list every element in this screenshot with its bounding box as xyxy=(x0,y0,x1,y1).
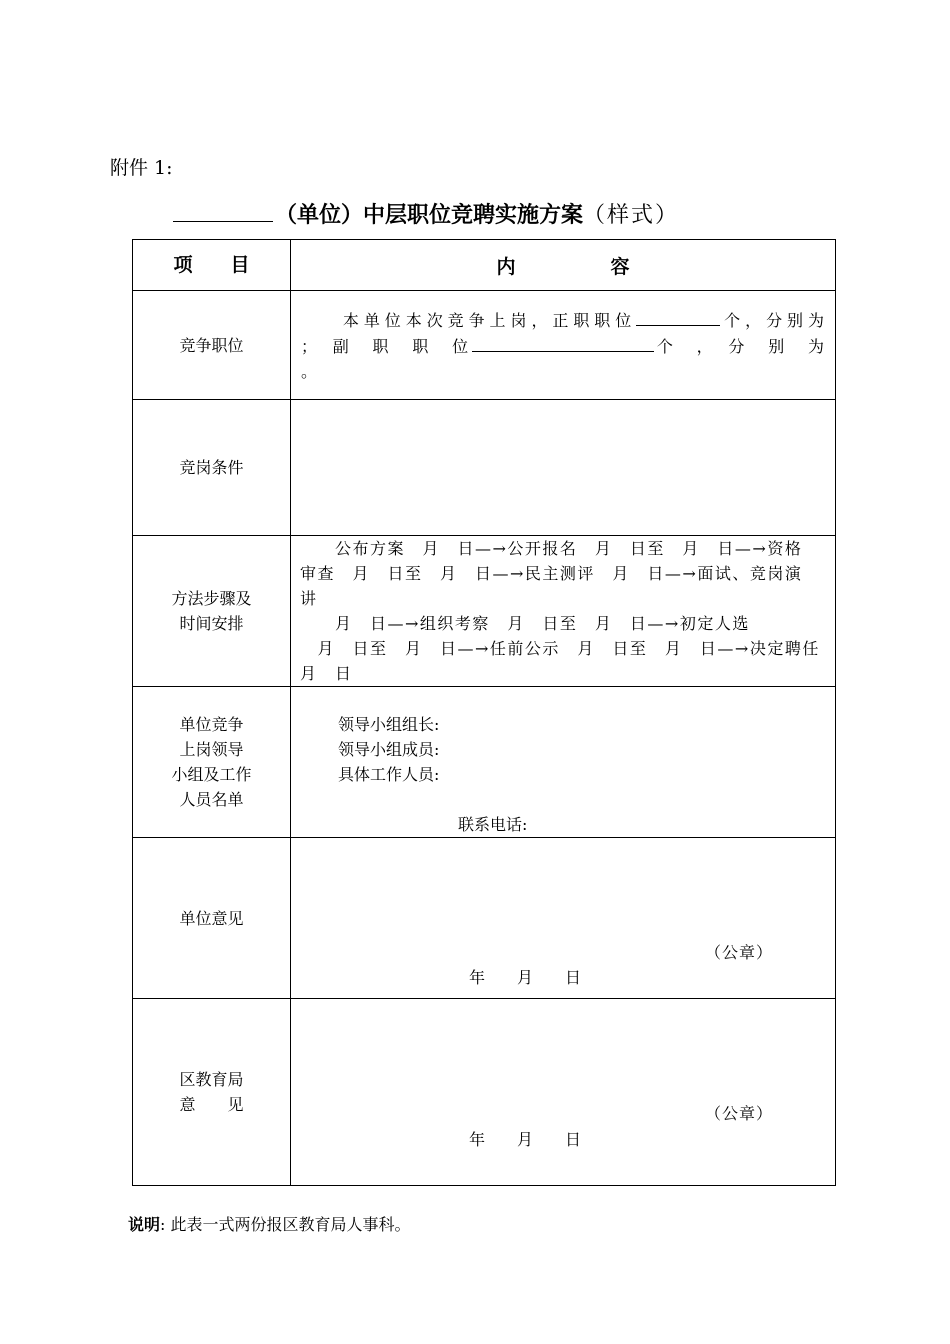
positions-line-3: 。 xyxy=(301,361,318,381)
label-positions: 竞争职位 xyxy=(133,291,291,400)
label-conditions: 竞岗条件 xyxy=(133,400,291,536)
label-bureau-line-1: 区教育局 xyxy=(179,1070,244,1089)
row-positions xyxy=(133,291,836,400)
bureau-stamp-label: （公章） xyxy=(704,1104,773,1123)
content-steps xyxy=(291,536,836,687)
content-positions xyxy=(291,291,836,400)
label-steps-line-2: 时间安排 xyxy=(179,614,244,633)
header-content: 内 容 xyxy=(291,240,836,291)
footnote xyxy=(128,1212,411,1235)
attachment-label: 附件 1: xyxy=(110,157,173,179)
content-unit-opinion[interactable] xyxy=(291,838,836,999)
unit-date-label: 年 月 日 xyxy=(469,968,582,987)
label-bureau-opinion xyxy=(133,999,291,1186)
title-main: （单位）中层职位竞聘实施方案 xyxy=(275,203,584,228)
positions-line-2 xyxy=(301,333,825,359)
row-unit-opinion xyxy=(133,838,836,999)
unit-stamp-label: （公章） xyxy=(704,943,773,962)
content-bureau-opinion[interactable] xyxy=(291,999,836,1186)
team-staff-field[interactable]: 具体工作人员: xyxy=(338,765,440,784)
label-bureau-line-2: 意 见 xyxy=(179,1095,244,1114)
plan-form-table xyxy=(132,239,836,1186)
title-suffix: （样式） xyxy=(583,203,680,228)
contact-phone-field[interactable]: 联系电话: xyxy=(458,815,528,834)
content-conditions[interactable] xyxy=(291,400,836,536)
steps-line-3: 讲 xyxy=(300,589,318,608)
label-steps-line-1: 方法步骤及 xyxy=(171,589,252,608)
row-bureau-opinion xyxy=(133,999,836,1186)
header-row xyxy=(133,240,836,291)
team-leader-field[interactable]: 领导小组组长: xyxy=(338,715,440,734)
label-team-line-3: 小组及工作 xyxy=(171,765,252,784)
steps-line-2: 审查 月 日至 月 日—→民主测评 月 日—→面试、竞岗演 xyxy=(300,564,803,583)
positions-text-1b: 个，分别为 xyxy=(720,310,825,330)
steps-line-1: 公布方案 月 日—→公开报名 月 日至 月 日—→资格 xyxy=(300,539,803,558)
steps-line-5: 月 日至 月 日—→任前公示 月 日至 月 日—→决定聘任 xyxy=(300,639,820,658)
row-team xyxy=(133,687,836,838)
label-team-line-2: 上岗领导 xyxy=(179,740,244,759)
bureau-date-label: 年 月 日 xyxy=(469,1130,582,1149)
row-steps xyxy=(133,536,836,687)
label-unit-opinion: 单位意见 xyxy=(133,838,291,999)
positions-text-2a: ； 副 职 职 位 xyxy=(301,336,472,356)
footnote-label: 说明 xyxy=(128,1215,161,1234)
steps-line-6: 月 日 xyxy=(300,664,353,683)
positions-text-1a: 本单位本次竞争上岗，正职职位 xyxy=(342,310,637,330)
label-steps xyxy=(133,536,291,687)
unit-name-blank xyxy=(173,199,273,222)
label-team-line-1: 单位竞争 xyxy=(179,715,244,734)
positions-line-1 xyxy=(301,307,825,333)
footnote-text: : 此表一式两份报区教育局人事科。 xyxy=(160,1215,411,1234)
main-position-count-blank[interactable] xyxy=(636,307,720,326)
steps-line-4: 月 日—→组织考察 月 日至 月 日—→初定人选 xyxy=(300,614,750,633)
team-members-field[interactable]: 领导小组成员: xyxy=(338,740,440,759)
row-conditions xyxy=(133,400,836,536)
content-team xyxy=(291,687,836,838)
positions-text-2b: 个 ， 分 别 为 xyxy=(654,336,825,356)
deputy-position-count-blank[interactable] xyxy=(472,333,654,352)
header-item: 项 目 xyxy=(133,240,291,291)
label-team xyxy=(133,687,291,838)
document-title xyxy=(173,198,679,229)
label-team-line-4: 人员名单 xyxy=(179,790,244,809)
